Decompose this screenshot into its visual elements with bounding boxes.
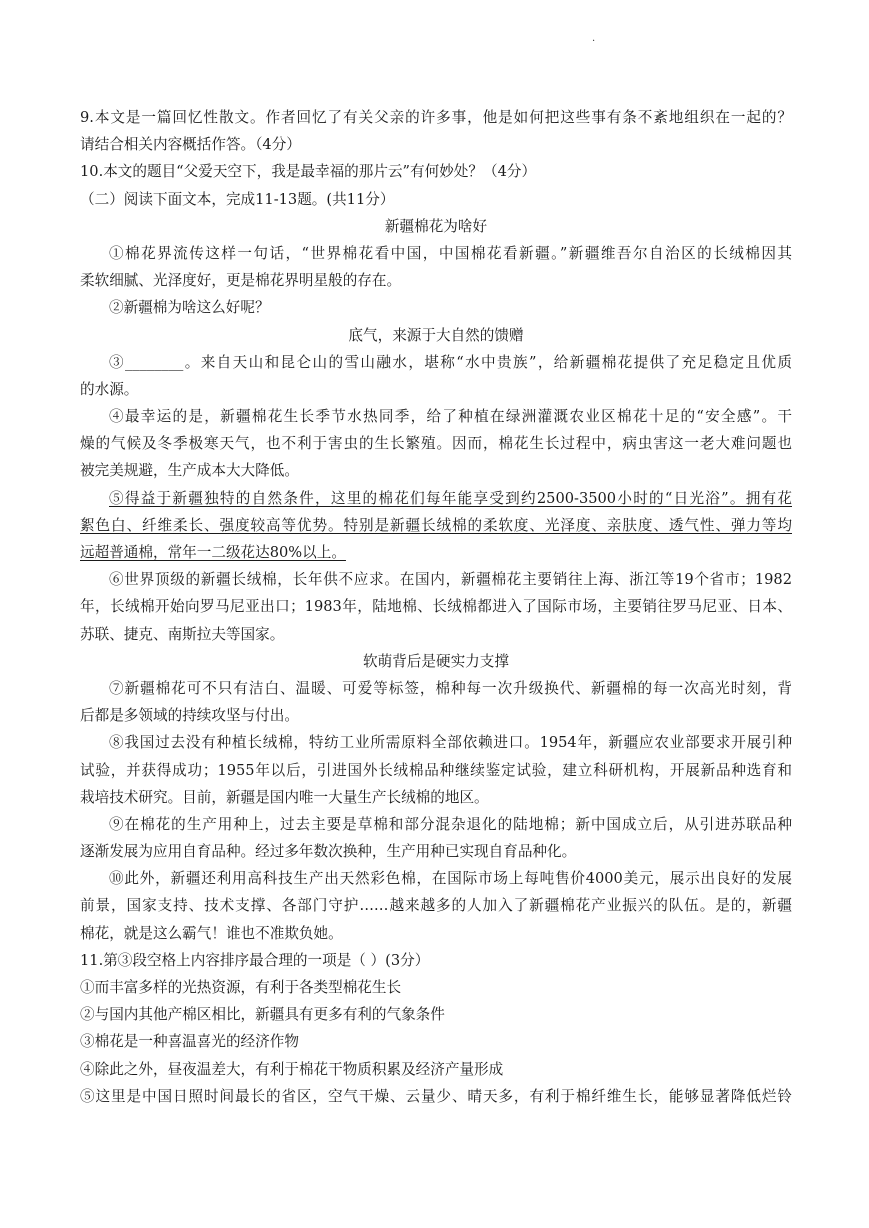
text-line: ⑤得益于新疆独特的自然条件，这里的棉花们每年能享受到约2500-3500小时的“日光浴”。拥有花 (109, 489, 792, 507)
text-line: 10.本文的题目“父爱天空下，我是最幸福的那片云”有何妙处？（4分） (80, 163, 537, 181)
text-line: 被完美规避，生产成本大大降低。 (80, 462, 299, 480)
text-line: 燥的气候及冬季极寒天气，也不利于害虫的生长繁殖。因而，棉花生长过程中，病虫害这一老大难问题也 (80, 435, 792, 453)
text-line: ③________。来自天山和昆仑山的雪山融水，堪称“水中贵族”，给新疆棉花提供了充足稳定且优质 (109, 353, 792, 371)
text-line: 远超普通棉，常年一二级花达80%以上。 (80, 544, 346, 561)
text-line: 絮色白、纤维柔长、强度较高等优势。特别是新疆长绒棉的柔软度、光泽度、亲肤度、透气性、弹力等均 (80, 516, 792, 534)
text-line: 的水源。 (80, 380, 139, 398)
text-line: 新疆棉花为啥好 (384, 217, 488, 235)
text-line: 苏联、捷克、南斯拉夫等国家。 (80, 625, 285, 643)
text-line: 9.本文是一篇回忆性散文。作者回忆了有关父亲的许多事，他是如何把这些事有条不紊地组织在一起的？ (80, 109, 792, 126)
text-line: 前景，国家支持、技术支撑、各部门守护……越来越多的人加入了新疆棉花产业振兴的队伍。是的，新疆 (80, 897, 792, 915)
text-line: 栽培技术研究。目前，新疆是国内唯一大量生产长绒棉的地区。 (80, 788, 489, 806)
document-body (80, 104, 792, 1110)
text-line: 请结合相关内容概括作答。（4分） (80, 136, 301, 154)
text-line: 11.第③段空格上内容排序最合理的一项是（ ）(3分） (80, 951, 430, 969)
text-line: 试验，并获得成功；1955年以后，引进国外长绒棉品种继续鉴定试验，建立科研机构，开展新品种选育和 (80, 761, 792, 779)
text-line: ⑥世界顶级的新疆长绒棉，长年供不应求。在国内，新疆棉花主要销往上海、浙江等19个省市；1982 (109, 571, 792, 589)
text-line: ⑨在棉花的生产用种上，过去主要是草棉和部分混杂退化的陆地棉；新中国成立后，从引进苏联品种 (109, 815, 792, 833)
text-line: 底气，来源于大自然的馈赠 (348, 326, 524, 344)
text-line: 年，长绒棉开始向罗马尼亚出口；1983年，陆地棉、长绒棉都进入了国际市场，主要销往罗马尼亚、日本、 (80, 598, 792, 616)
text-line: ②新疆棉为啥这么好呢？ (109, 299, 270, 317)
text-line: 棉花，就是这么霸气！谁也不准欺负她。 (80, 924, 343, 942)
text-line: 柔软细腻、光泽度好，更是棉花界明星般的存在。 (80, 272, 402, 290)
header-mark: . (592, 33, 596, 44)
text-line: ⑦新疆棉花可不只有洁白、温暖、可爱等标签，棉种每一次升级换代、新疆棉的每一次高光时刻，背 (109, 679, 792, 697)
text-line: ⑧我国过去没有种植长绒棉，特纺工业所需原料全部依赖进口。1954年，新疆应农业部要求开展引种 (109, 734, 792, 752)
text-line: ②与国内其他产棉区相比，新疆具有更多有利的气象条件 (80, 1006, 445, 1024)
text-line: ③棉花是一种喜温喜光的经济作物 (80, 1033, 299, 1051)
text-line: ⑤这里是中国日照时间最长的省区，空气干燥、云量少、晴天多，有利于棉纤维生长，能够显著降低烂铃 (80, 1087, 792, 1105)
text-line: 逐渐发展为应用自育品种。经过多年数次换种，生产用种已实现自育品种化。 (80, 843, 577, 861)
text-line: （二）阅读下面文本，完成11-13题。(共11分） (80, 190, 395, 208)
text-line: ①棉花界流传这样一句话，“世界棉花看中国，中国棉花看新疆。”新疆维吾尔自治区的长绒棉因其 (109, 244, 792, 262)
text-line: ⑩此外，新疆还利用高科技生产出天然彩色棉，在国际市场上每吨售价4000美元，展示出良好的发展 (109, 870, 792, 888)
text-line: 后都是多领域的持续攻坚与付出。 (80, 707, 299, 725)
text-line: ①而丰富多样的光热资源，有利于各类型棉花生长 (80, 979, 402, 996)
text-line: ④除此之外，昼夜温差大，有利于棉花干物质积累及经济产量形成 (80, 1060, 504, 1078)
text-line: 软萌背后是硬实力支撑 (363, 652, 509, 670)
text-line: ④最幸运的是，新疆棉花生长季节水热同季，给了种植在绿洲灌溉农业区棉花十足的“安全感”。干 (109, 408, 792, 426)
